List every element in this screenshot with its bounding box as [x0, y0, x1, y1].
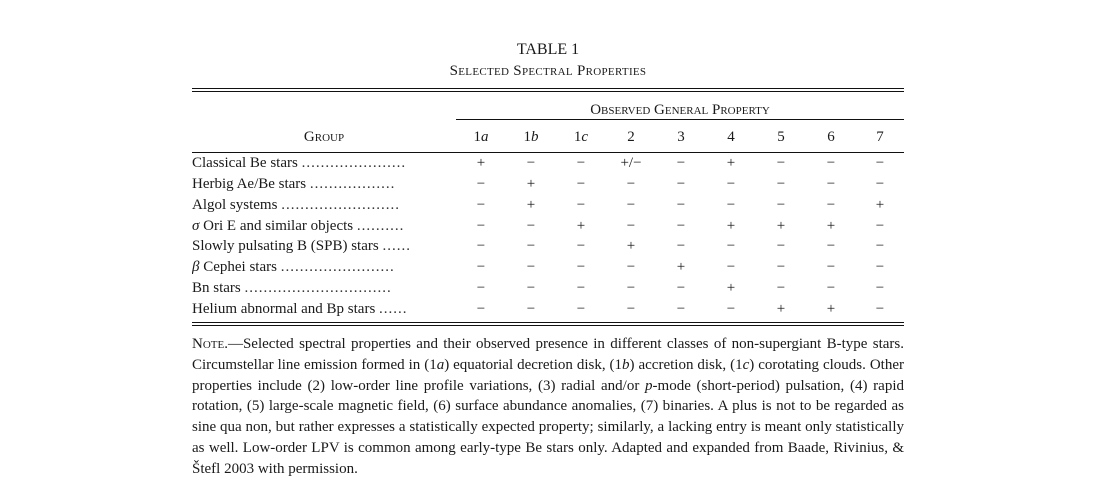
table-row	[192, 174, 904, 195]
cell-1b: −	[526, 259, 536, 276]
observed-property-label: Observed General Property	[456, 102, 904, 120]
cell-6: −	[826, 259, 836, 276]
cell-5: −	[776, 196, 786, 213]
cell-5: −	[776, 238, 786, 255]
cell-6: +	[826, 217, 836, 234]
leader-dots: ......................	[301, 155, 407, 172]
row-label: Helium abnormal and Bp stars ......	[192, 300, 408, 317]
cell-7: −	[875, 155, 885, 172]
cell-6: −	[826, 155, 836, 172]
table-subtitle: Selected Spectral Properties	[449, 63, 647, 79]
table-row	[192, 153, 904, 174]
row-label: Herbig Ae/Be stars ..................	[192, 176, 396, 193]
cell-1c: +	[576, 217, 586, 234]
table-title: TABLE 1	[516, 41, 580, 58]
leader-dots: ......	[382, 238, 411, 255]
cell-5: +	[776, 300, 786, 317]
row-label: Classical Be stars ......................	[192, 155, 407, 172]
row-label: β Cephei stars ........................	[192, 259, 395, 276]
row-label: Slowly pulsating B (SPB) stars ......	[192, 238, 411, 255]
column-header-5: 5	[777, 128, 785, 145]
column-header-3: 3	[677, 128, 685, 145]
cell-3: −	[676, 176, 686, 193]
cell-3: +	[676, 259, 686, 276]
spectral-properties-table	[192, 92, 904, 319]
column-header-2: 2	[627, 128, 635, 145]
cell-5: −	[776, 176, 786, 193]
column-header-7: 7	[876, 128, 884, 145]
cell-1b: −	[526, 155, 536, 172]
note-label: Note.	[192, 336, 228, 352]
cell-5: −	[776, 155, 786, 172]
leader-dots: ..........	[356, 217, 405, 234]
observed-property-header	[456, 92, 904, 122]
table-row	[192, 298, 904, 319]
leader-dots: ..................	[309, 176, 396, 193]
row-label: Bn stars ...............................	[192, 279, 392, 296]
cell-1a: +	[476, 155, 486, 172]
column-header-1c: 1c	[573, 128, 589, 145]
cell-1c: −	[576, 176, 586, 193]
cell-7: −	[875, 176, 885, 193]
cell-5: −	[776, 259, 786, 276]
cell-6: +	[826, 300, 836, 317]
leader-dots: ........................	[280, 259, 395, 276]
cell-5: +	[776, 217, 786, 234]
cell-1c: −	[576, 300, 586, 317]
leader-dots: .........................	[281, 196, 400, 213]
cell-6: −	[826, 176, 836, 193]
leader-dots: ......	[379, 300, 408, 317]
cell-1a: −	[476, 176, 486, 193]
cell-5: −	[776, 279, 786, 296]
cell-1b: +	[526, 176, 536, 193]
column-header-1b: 1b	[523, 128, 539, 145]
bottom-double-rule	[192, 322, 904, 326]
cell-2: −	[626, 176, 636, 193]
cell-4: −	[726, 259, 736, 276]
cell-2: +/−	[620, 155, 642, 172]
cell-6: −	[826, 279, 836, 296]
cell-4: +	[726, 217, 736, 234]
cell-2: −	[626, 217, 636, 234]
row-label: Algol systems .........................	[192, 196, 400, 213]
table-note	[192, 334, 904, 480]
cell-1a: −	[476, 217, 486, 234]
cell-3: −	[676, 238, 686, 255]
cell-3: −	[676, 300, 686, 317]
table-row	[192, 257, 904, 278]
cell-2: −	[626, 279, 636, 296]
table-body	[192, 153, 904, 320]
cell-1b: −	[526, 217, 536, 234]
cell-1c: −	[576, 259, 586, 276]
cell-1c: −	[576, 238, 586, 255]
column-header-4: 4	[727, 128, 735, 145]
cell-1a: −	[476, 196, 486, 213]
cell-7: +	[875, 196, 885, 213]
cell-4: −	[726, 300, 736, 317]
table-row	[192, 278, 904, 299]
cell-1a: −	[476, 279, 486, 296]
cell-7: −	[875, 217, 885, 234]
cell-7: −	[875, 238, 885, 255]
cell-2: +	[626, 238, 636, 255]
cell-2: −	[626, 259, 636, 276]
column-header-1a: 1a	[473, 128, 489, 145]
cell-1b: −	[526, 300, 536, 317]
cell-6: −	[826, 196, 836, 213]
table-row	[192, 236, 904, 257]
table-row	[192, 195, 904, 216]
cell-1b: +	[526, 196, 536, 213]
cell-2: −	[626, 196, 636, 213]
cell-1a: −	[476, 259, 486, 276]
row-label: σ Ori E and similar objects ..........	[192, 217, 405, 234]
column-header-row	[192, 122, 904, 153]
cell-3: −	[676, 217, 686, 234]
table-container	[192, 0, 904, 480]
cell-3: −	[676, 155, 686, 172]
cell-4: −	[726, 176, 736, 193]
cell-3: −	[676, 279, 686, 296]
cell-1c: −	[576, 196, 586, 213]
header-spacer	[192, 92, 456, 122]
cell-1a: −	[476, 238, 486, 255]
cell-1b: −	[526, 238, 536, 255]
table-row	[192, 215, 904, 236]
cell-1b: −	[526, 279, 536, 296]
cell-4: +	[726, 279, 736, 296]
cell-4: +	[726, 155, 736, 172]
cell-3: −	[676, 196, 686, 213]
group-header: Group	[303, 128, 345, 145]
cell-4: −	[726, 196, 736, 213]
cell-7: −	[875, 279, 885, 296]
note-text: —Selected spectral properties and their observed presence in different classes of non-supergiant B-type stars. Circumstellar line emission formed in (1a) equatorial decretion disk, (1b) accretion disk, (1c) corotating clouds. Other properties include (2) low-order line profile variations, (3) radial and/or p-mode (short-period) pulsation, (4) rapid rotation, (5) large-scale magnetic field, (6) surface abundance anomalies, (7) binaries. A plus is not to be regarded as sine qua non, but rather expresses a statistically expected property; similarly, a lacking entry is meant only statistically as well. Low-order LPV is common among early-type Be stars only. Adapted and expanded from Baade, Rivinius, & Štefl 2003 with permission.	[192, 336, 904, 477]
cell-4: −	[726, 238, 736, 255]
cell-7: −	[875, 300, 885, 317]
column-header-6: 6	[827, 128, 835, 145]
cell-6: −	[826, 238, 836, 255]
cell-7: −	[875, 259, 885, 276]
cell-1c: −	[576, 155, 586, 172]
cell-1c: −	[576, 279, 586, 296]
cell-1a: −	[476, 300, 486, 317]
leader-dots: ...............................	[244, 279, 392, 296]
cell-2: −	[626, 300, 636, 317]
